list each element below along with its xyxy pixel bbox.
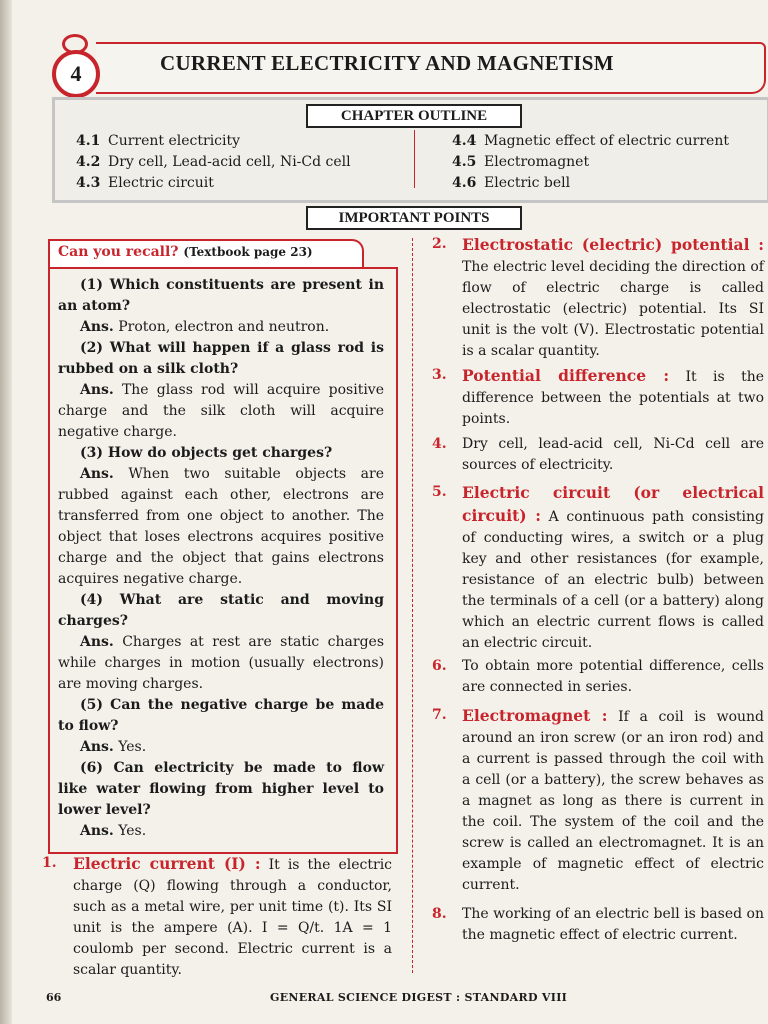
point-heading: Electromagnet : — [462, 706, 608, 725]
point-item: 1. Electric current (I) : It is the electric charge (Q) flowing through a conductor, such as a metal wire, per unit time (t). Its SI unit is the ampere (A). I = Q/t. 1A = 1 coulomb per second. Electric current is a scalar quantity. — [42, 854, 393, 978]
point-text: A continuous path consisting of conducting wires, a switch or a plug key and other resistances (for example, resistance of an electric bulb) between the terminals of a cell (or a battery) along which an electric current flows is called an electric circuit. — [462, 509, 764, 651]
important-points-heading: IMPORTANT POINTS — [306, 206, 522, 230]
outline-item: 4.4 Magnetic effect of electric current — [452, 133, 729, 149]
point-text: The electric level deciding the direction of flow of electric charge is called electrostatic (electric) potential. Its SI unit is the volt (V). Electrostatic potential is a scalar quantity. — [462, 259, 764, 359]
point-item: 4. Dry cell, lead-acid cell, Ni-Cd cell are sources of electricity. — [432, 436, 764, 473]
page-number: 66 — [46, 991, 62, 1004]
outline-item: 4.2 Dry cell, Lead-acid cell, Ni-Cd cell — [76, 154, 351, 170]
point-text: If a coil is wound around an iron screw (or an iron rod) and a current is passed through the coil with a cell (or a battery), the screw behaves as a magnet as long as there is current in the coil. The system of the coil and the screw is called an electromagnet. It is an example of magnetic effect of electric current. — [462, 709, 764, 893]
outline-item: 4.1 Current electricity — [76, 133, 241, 149]
point-heading: Electric current (I) : — [73, 854, 261, 873]
point-item: 8. The working of an electric bell is based on the magnetic effect of electric current. — [432, 906, 764, 943]
point-item: 3. Potential difference : It is the difference between the potentials at two points. — [432, 366, 764, 427]
recall-answer: Ans. Yes. — [80, 739, 147, 755]
recall-answer: Ans. When two suitable objects are rubbed against each other, electrons are transferred from one object to another. The object that loses electrons acquires positive charge and the object that gains electrons acquires negative charge. — [58, 466, 384, 587]
point-text: It is the difference between the potentials at two points. — [462, 369, 764, 427]
recall-answer: Ans. Yes. — [80, 823, 147, 839]
point-text: To obtain more potential difference, cells are connected in series. — [462, 658, 764, 695]
point-item: 2. Electrostatic (electric) potential : The electric level deciding the direction of flow of electric charge is called electrostatic (electric) potential. Its SI unit is the volt (V). Electrostatic potential is a scalar quantity. — [432, 235, 764, 359]
point-item: 5. Electric circuit (or electrical circuit) : A continuous path consisting of conducting wires, a switch or a plug key and other resistances (for example, resistance of an electric bulb) between the terminals of a cell (or a battery) along which an electric current flows is called an electric circuit. — [432, 483, 764, 651]
recall-answer: Ans. Charges at rest are static charges while charges in motion (usually electrons) are moving charges. — [58, 634, 385, 692]
page-binding-edge — [0, 0, 12, 1024]
chapter-number: 4 — [70, 61, 82, 86]
recall-question: (3) How do objects get charges? — [80, 445, 333, 461]
column-divider — [412, 238, 414, 973]
point-heading: Potential difference : — [462, 366, 670, 385]
point-heading: Electric circuit (or electrical circuit) : — [462, 483, 764, 525]
chapter-title: CURRENT ELECTRICITY AND MAGNETISM — [160, 51, 614, 75]
footer-title: GENERAL SCIENCE DIGEST : STANDARD VIII — [270, 991, 568, 1004]
recall-question: (1) Which constituents are present in an atom? — [58, 277, 384, 314]
outline-right-column — [452, 131, 729, 194]
outline-item: 4.5 Electromagnet — [452, 154, 590, 170]
point-text: The working of an electric bell is based on the magnetic effect of electric current. — [462, 906, 764, 943]
point-item: 6. To obtain more potential difference, cells are connected in series. — [432, 658, 764, 695]
outline-item: 4.6 Electric bell — [452, 175, 571, 191]
recall-question: (4) What are static and moving charges? — [58, 592, 384, 629]
point-text: It is the electric charge (Q) flowing through a conductor, such as a metal wire, per unit time (t). Its SI unit is the ampere (A). I = Q/t. 1A = 1 coulomb per second. Electric current is a scalar quantity. — [73, 857, 393, 978]
recall-qa-list — [58, 275, 384, 842]
chapter-outline-heading: CHAPTER OUTLINE — [306, 104, 522, 128]
recall-answer: Ans. The glass rod will acquire positive charge and the silk cloth will acquire negative charge. — [58, 382, 384, 440]
recall-title: Can you recall? (Textbook page 23) — [58, 244, 313, 260]
chapter-number-badge — [52, 50, 100, 98]
outline-divider — [414, 130, 415, 188]
outline-item: 4.3 Electric circuit — [76, 175, 214, 191]
point-text: Dry cell, lead-acid cell, Ni-Cd cell are sources of electricity. — [462, 436, 764, 473]
recall-question: (5) Can the negative charge be made to flow? — [58, 697, 384, 734]
outline-left-column — [76, 131, 351, 194]
recall-question: (2) What will happen if a glass rod is rubbed on a silk cloth? — [58, 340, 384, 377]
point-heading: Electrostatic (electric) potential : — [462, 235, 764, 254]
recall-question: (6) Can electricity be made to flow like water flowing from higher level to lower level? — [58, 760, 384, 818]
recall-answer: Ans. Proton, electron and neutron. — [80, 319, 330, 335]
point-item: 7. Electromagnet : If a coil is wound around an iron screw (or an iron rod) and a current is passed through the coil with a cell (or a battery), the screw behaves as a magnet as long as there is current in the coil. The system of the coil and the screw is called an electromagnet. It is an example of magnetic effect of electric current. — [432, 706, 764, 893]
